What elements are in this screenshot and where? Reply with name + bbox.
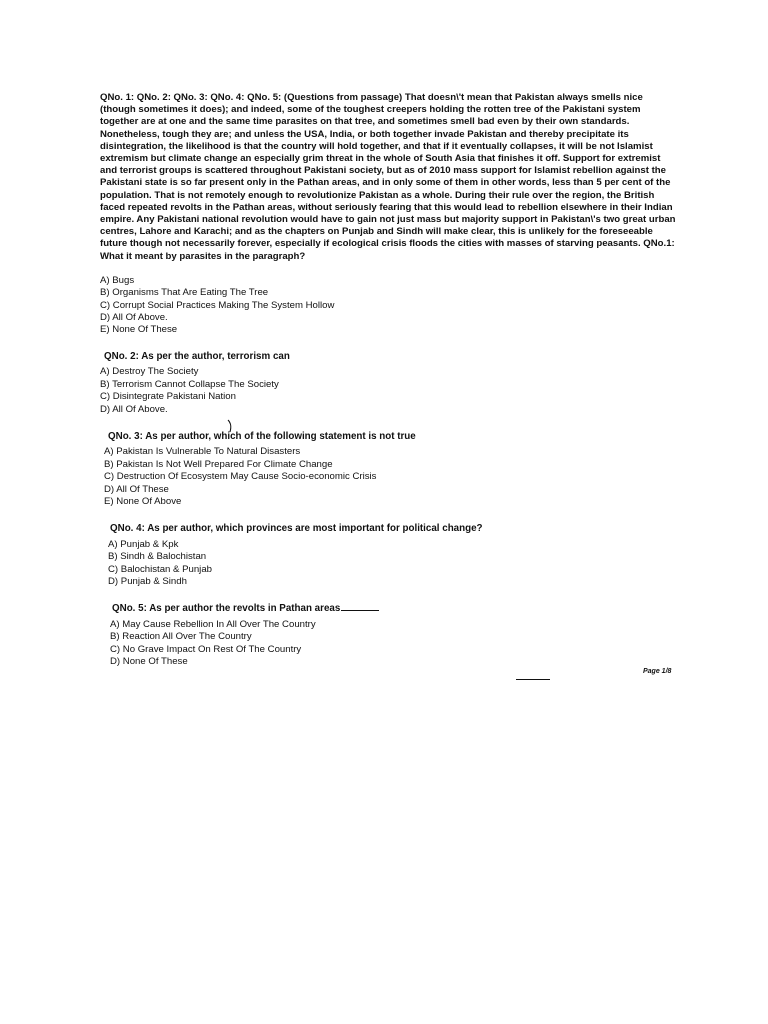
option-b: B) Reaction All Over The Country <box>110 631 252 643</box>
option-e: E) None Of These <box>100 324 178 336</box>
option-c: C) Destruction Of Ecosystem May Cause Socio-economic Crisis <box>104 471 377 483</box>
option-d: D) All Of Above. <box>100 312 168 324</box>
option-c: C) No Grave Impact On Rest Of The Country <box>110 643 302 655</box>
question-2-options <box>100 366 680 416</box>
question-5-stem-text: QNo. 5: As per author the revolts in Pathan areas <box>112 603 341 615</box>
option-d: D) None Of These <box>110 656 188 667</box>
option-b: B) Terrorism Cannot Collapse The Society <box>100 378 279 390</box>
reading-passage: QNo. 1: QNo. 2: QNo. 3: QNo. 4: QNo. 5: (Questions from passage) That doesn\'t mean that Pakistan always smells nice (though sometimes it does); and indeed, some of the toughest creepers holding the rotten tree of the Pakistani system together are at one and the same time parasites on that tree, and sometimes smell bad even by their own standards. Nonetheless, tough they are; and unless the USA, India, or both together invade Pakistan and thereby precipitate its disintegration, the likelihood is that the country will hold together, and that if it eventually collapses, it will be not Islamist extremism but climate change an especially grim threat in the whole of South Asia that finishes it off. Support for extremist and terrorist groups is scattered throughout Pakistani society, but as of 2010 mass support for Islamist rebellion against the Pakistani state is so far present only in the Pathan areas, and in only some of them in other words, less than 5 per cent of the population. That is not remotely enough to revolutionize Pakistan as a whole. During their rule over the region, the British faced repeated revolts in the Pathan areas, without seriously fearing that this would lead to rebellion elsewhere in their Indian empire. Any Pakistani national revolution would have to gain not just mass but majority support in Pakistan\'s two great urban centres, Lahore and Karachi; and as the chapters on Punjab and Sindh will make clear, this is unlikely for the foreseeable future though not necessarily forever, especially if ecological crisis floods the cities with masses of starving peasants. QNo.1: What it meant by parasites in the paragraph? <box>100 92 676 262</box>
option-d: D) All Of These <box>104 483 169 495</box>
question-5-stem <box>108 603 680 615</box>
option-a: A) Destroy The Society <box>100 366 199 378</box>
option-a: A) Punjab & Kpk <box>108 538 179 550</box>
page-content <box>100 92 680 668</box>
option-d: D) Punjab & Sindh <box>108 575 187 587</box>
option-c: C) Disintegrate Pakistani Nation <box>100 391 236 403</box>
option-b: B) Organisms That Are Eating The Tree <box>100 287 269 299</box>
question-5 <box>100 603 680 668</box>
option-c: C) Balochistan & Punjab <box>108 563 212 575</box>
question-3-options <box>104 446 680 508</box>
question-4 <box>100 523 680 588</box>
option-e: E) None Of Above <box>104 495 182 507</box>
question-1 <box>100 275 680 337</box>
answer-blank <box>341 610 379 611</box>
question-3-stem: QNo. 3: As per author, which of the following statement is not true <box>108 430 416 442</box>
question-2 <box>100 351 680 416</box>
option-a: A) Pakistan Is Vulnerable To Natural Disasters <box>104 446 301 458</box>
option-b: B) Pakistan Is Not Well Prepared For Climate Change <box>104 458 333 470</box>
question-4-options <box>106 539 680 589</box>
question-3 <box>100 431 680 508</box>
footer-rule <box>516 679 550 680</box>
question-2-stem: QNo. 2: As per the author, terrorism can <box>104 350 290 362</box>
option-c: C) Corrupt Social Practices Making The System Hollow <box>100 299 335 311</box>
option-d: D) All Of Above. <box>100 403 168 415</box>
option-a: A) Bugs <box>100 274 135 286</box>
page-number: Page 1/8 <box>643 668 672 675</box>
option-a: A) May Cause Rebellion In All Over The Country <box>110 618 316 630</box>
question-4-stem: QNo. 4: As per author, which provinces are most important for political change? <box>110 523 483 535</box>
option-b: B) Sindh & Balochistan <box>108 551 207 563</box>
question-1-options <box>100 275 680 337</box>
pen-mark-icon <box>227 419 233 433</box>
question-5-options <box>108 619 680 669</box>
